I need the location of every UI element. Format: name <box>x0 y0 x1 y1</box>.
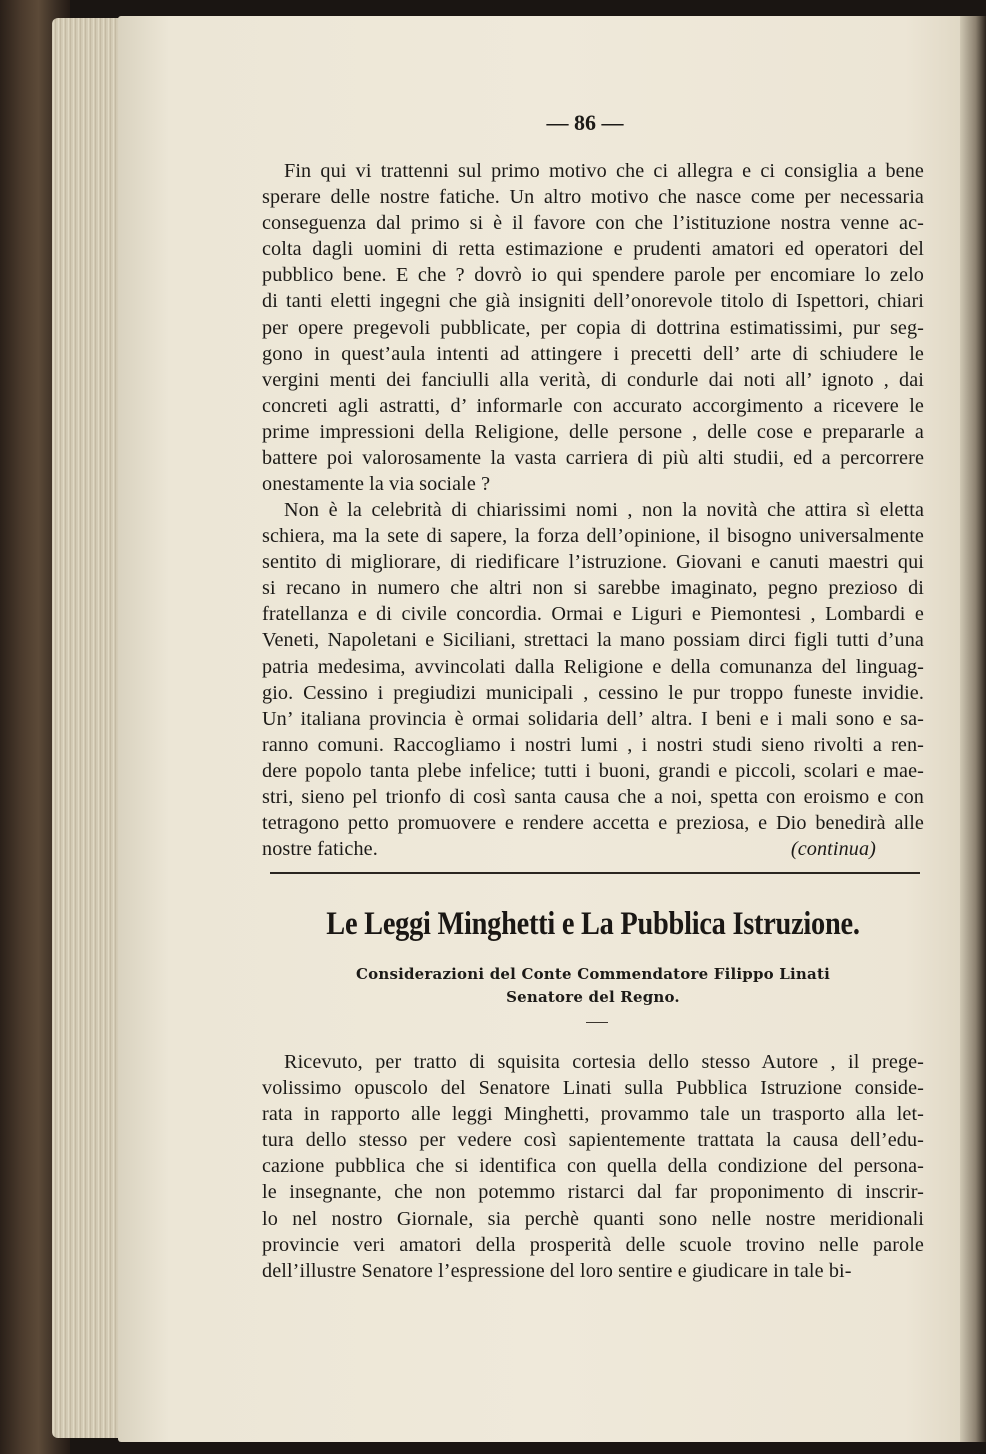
text-line: prime impressioni della Religione, delle persone , delle cose e prepararle a <box>262 420 924 443</box>
text-line: sperare delle nostre fatiche. Un altro motivo che nasce come per necessaria <box>262 186 924 209</box>
article-subtitle-line-1: Considerazioni del Conte Commendatore Filippo Linati <box>356 965 830 983</box>
paragraph-3 <box>262 1049 924 1284</box>
text-line: Non è la celebrità di chiarissimi nomi , non la novità che attira sì eletta <box>284 499 924 521</box>
continua-note: (continua) <box>790 838 876 861</box>
text-line: Fin qui vi trattenni sul primo motivo che ci allegra e ci consiglia a bene <box>284 160 924 182</box>
short-divider <box>586 1022 608 1023</box>
text-line: Ricevuto, per tratto di squisita cortesia dello stesso Autore , il prege- <box>284 1051 924 1073</box>
text-line: vergini menti dei fanciulli alla verità, di condurle dai noti all’ ignoto , dai <box>262 368 924 391</box>
text-line: rata in rapporto alle leggi Minghetti, provammo tale un trasporto alla let- <box>262 1103 924 1126</box>
paragraph-3-text <box>262 1049 924 1284</box>
article-title: Le Leggi Minghetti e La Pubblica Istruzione. <box>326 906 860 942</box>
text-line: tura dello stesso per vedere così sapientemente trattata la causa dell’edu- <box>262 1129 924 1152</box>
text-line: di tanti eletti ingegni che già insigniti dell’onorevole titolo di Ispettori, chiari <box>262 290 924 313</box>
paragraph-1 <box>262 158 924 497</box>
text-line: dere popolo tanta plebe infelice; tutti i buoni, grandi e piccoli, scolari e mae- <box>262 759 924 782</box>
text-line: fratellanza e di civile concordia. Ormai e Liguri e Piemontesi , Lombardi e <box>262 603 924 626</box>
text-line: volissimo opuscolo del Senatore Linati sulla Pubblica Istruzione conside- <box>262 1077 924 1100</box>
text-line: nostre fatiche. (continua) <box>262 836 924 862</box>
page-edge-shadow <box>960 16 986 1442</box>
text-line: stri, sieno pel trionfo di così santa causa che a noi, spetta con eroismo e con <box>262 786 924 809</box>
text-line: tetragono petto promuovere e rendere accetta e preziosa, e Dio benedirà alle <box>262 812 924 835</box>
text-line: ranno comuni. Raccogliamo i nostri lumi , i nostri studi sieno rivolti a ren- <box>262 733 924 756</box>
section-divider <box>270 872 920 874</box>
text-line: battere poi valorosamente la vasta carriera di più alti studii, ed a percorrere <box>262 447 924 470</box>
paragraph-2 <box>262 497 924 862</box>
text-line: pubblico bene. E che ? dovrò io qui spendere parole per encomiare lo zelo <box>262 264 924 287</box>
paragraph-2-text <box>262 497 924 862</box>
text-line: Veneti, Napoletani e Siciliani, strettaci la mano possiam dirci figli tutti d’una <box>262 629 924 652</box>
text-line: patria medesima, avvincolati dalla Religione e della comunanza del linguag- <box>262 655 924 678</box>
text-line: le insegnante, che non potemmo ristarci dal far proponimento di inscrir- <box>262 1181 924 1204</box>
page-number: — 86 — <box>546 110 624 135</box>
paragraph-1-text <box>262 158 924 497</box>
text-line: dell’illustre Senatore l’espressione del loro sentire e giudicare in tale bi- <box>262 1259 852 1282</box>
text-line: per opere pregevoli pubblicate, per copia di dottrina estimatissimi, pur seg- <box>262 316 924 339</box>
text-line: provincie veri amatori della prosperità delle scuole trovino nelle parole <box>262 1233 924 1256</box>
text-line: onestamente la via sociale ? <box>262 473 491 496</box>
text-line: gono in quest’aula intenti ad attingere i precetti dell’ arte di schiudere le <box>262 342 924 365</box>
text-line: sentito di migliorare, di riedificare l’istruzione. Giovani e canuti maestri qui <box>262 551 924 574</box>
text-line: cazione pubblica che si identifica con quella della condizione del persona- <box>262 1155 924 1178</box>
text-line: lo nel nostro Giornale, sia perchè quanti sono nelle nostre meridionali <box>262 1207 924 1230</box>
text-line: concreti agli astratti, d’ informarle con accurato accorgimento a ricevere le <box>262 394 924 417</box>
text-line: conseguenza dal primo si è il favore con che l’istituzione nostra venne ac- <box>262 212 924 235</box>
text-line: colta dagli uomini di retta estimazione e prudenti amatori ed operatori del <box>262 238 924 261</box>
text-line: gio. Cessino i pregiudizi municipali , cessino le pur troppo funeste invidie. <box>262 681 924 704</box>
text-line: schiera, ma la sete di sapere, la forza dell’opinione, il bisogno universalmente <box>262 525 924 548</box>
text-line: Un’ italiana provincia è ormai solidaria dell’ altra. I beni e i mali sono e sa- <box>262 707 924 730</box>
text-line: si recano in numero che altri non si sarebbe imaginato, pegno prezioso di <box>262 577 924 600</box>
article-subtitle-line-2: Senatore del Regno. <box>506 988 680 1006</box>
